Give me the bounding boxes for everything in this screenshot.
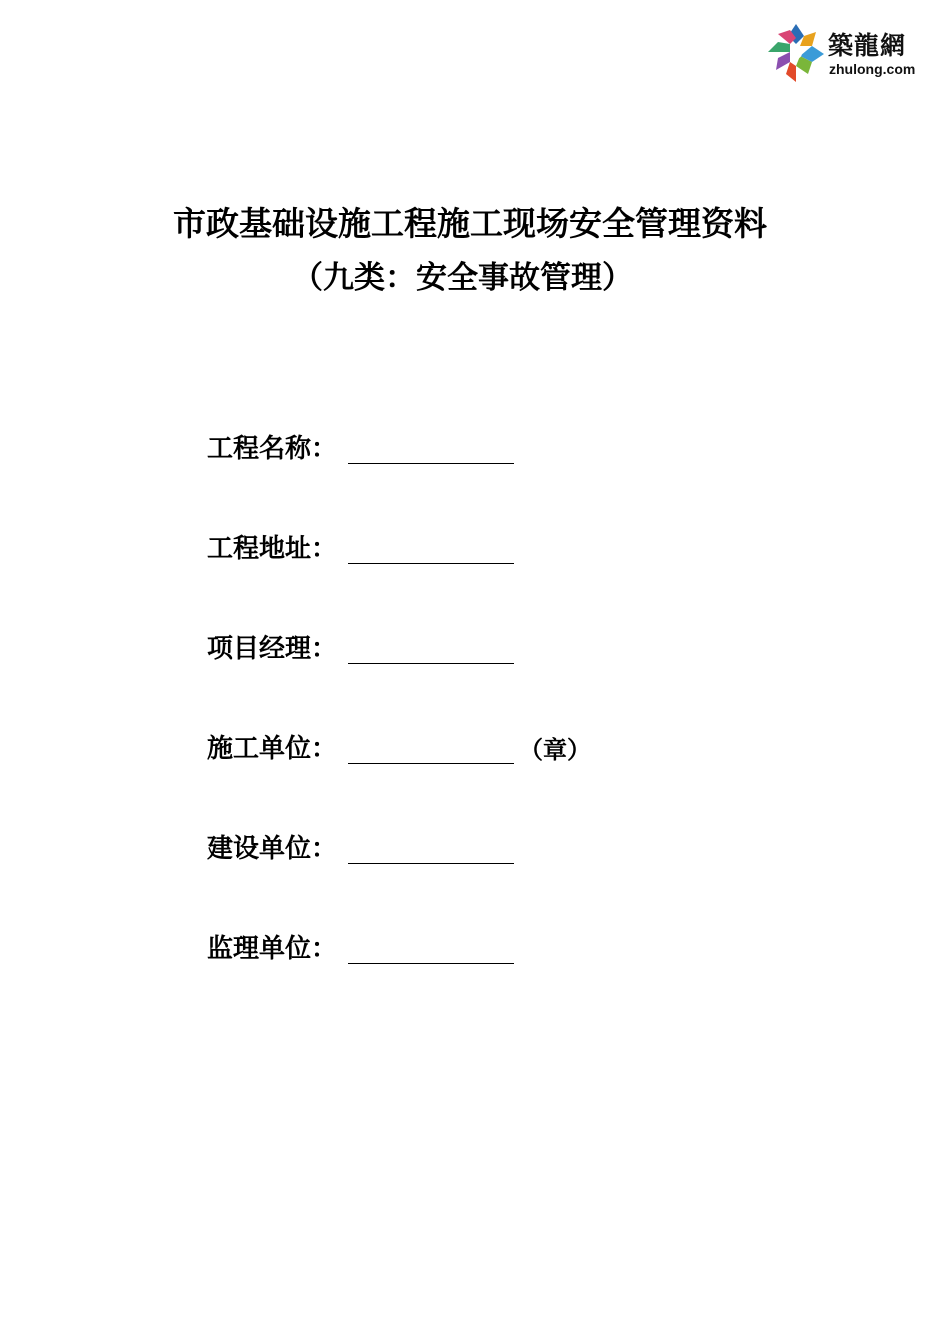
field-project-address: [207, 528, 707, 568]
project-manager-blank[interactable]: [348, 663, 514, 664]
field-construction-unit: [207, 728, 707, 768]
field-owner-unit: [207, 828, 707, 868]
logo-chinese-name: 築龍網: [828, 31, 907, 60]
field-supervision-unit: [207, 928, 707, 968]
project-address-blank[interactable]: [348, 563, 514, 564]
field-label: 监理单位：: [207, 934, 338, 964]
field-label: 项目经理：: [207, 634, 338, 664]
field-label: 建设单位：: [207, 834, 338, 864]
document-subtitle: （九类：安全事故管理）: [292, 260, 633, 296]
logo-domain: zhulong.com: [829, 61, 916, 77]
field-label: 工程地址：: [207, 534, 338, 564]
zhulong-logo-mark-icon: [766, 22, 826, 84]
project-name-blank[interactable]: [348, 463, 514, 464]
field-project-manager: [207, 628, 707, 668]
field-label: 施工单位：: [207, 734, 338, 764]
zhulong-logo: [766, 22, 926, 84]
supervision-unit-blank[interactable]: [348, 963, 514, 964]
owner-unit-blank[interactable]: [348, 863, 514, 864]
seal-note: （章）: [519, 735, 591, 764]
document-title: 市政基础设施工程施工现场安全管理资料: [173, 204, 767, 243]
construction-unit-blank[interactable]: [348, 763, 514, 764]
field-project-name: [207, 428, 707, 468]
field-label: 工程名称：: [207, 434, 338, 464]
